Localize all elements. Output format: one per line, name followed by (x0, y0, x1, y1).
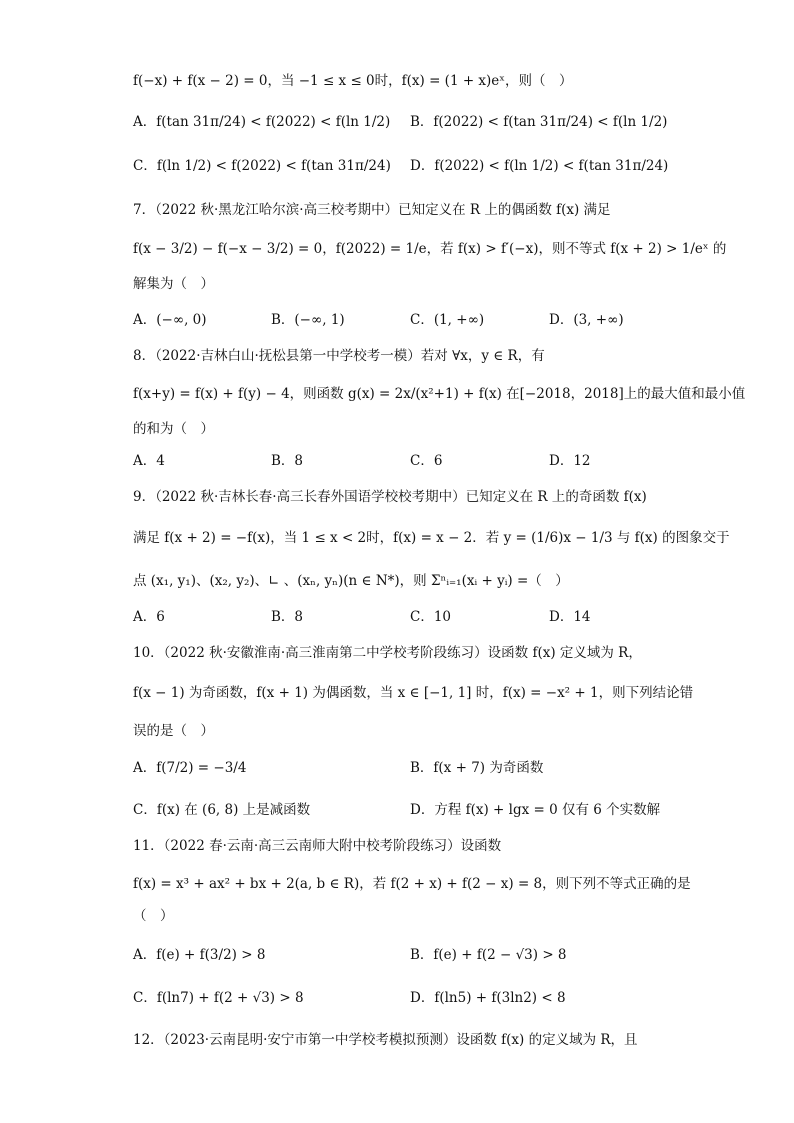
q8-option-a: A．4 (133, 453, 165, 469)
q10-stem-line3: 误的是（ ） (133, 723, 214, 739)
q10-option-b: B．f(x + 7) 为奇函数 (410, 760, 544, 776)
q10-option-d: D．方程 f(x) + lgx = 0 仅有 6 个实数解 (410, 802, 661, 818)
q11-stem-line2: f(x) = x³ + ax² + bx + 2(a, b ∈ R)，若 f(2 + x) + f(2 − x) = 8，则下列不等式正确的是 (133, 876, 691, 892)
q8-option-b: B．8 (271, 453, 304, 469)
q11-option-c: C．f(ln7) + f(2 + √3) > 8 (133, 990, 304, 1006)
q11-option-b: B．f(e) + f(2 − √3) > 8 (410, 947, 567, 963)
q10-stem-line1: 10．（2022 秋·安徽淮南·高三淮南第二中学校考阶段练习）设函数 f(x) 定义域为 R， (133, 645, 642, 661)
q11-option-d: D．f(ln5) + f(3ln2) < 8 (410, 990, 566, 1006)
q9-option-c: C．10 (410, 609, 452, 625)
q7-stem-line3: 解集为（ ） (133, 276, 214, 292)
q11-option-a: A．f(e) + f(3/2) > 8 (133, 947, 266, 963)
q7-option-d: D．(3, +∞) (549, 312, 624, 328)
q8-stem-line1: 8．（2022·吉林白山·抚松县第一中学校考一模）若对 ∀x，y ∈ R，有 (133, 348, 545, 364)
q6-option-d: D．f(2022) < f(ln 1/2) < f(tan 31π/24) (410, 158, 669, 174)
q8-option-c: C．6 (410, 453, 443, 469)
q9-stem-line2: 满足 f(x + 2) = −f(x)，当 1 ≤ x < 2时，f(x) = x − 2．若 y = (1/6)x − 1/3 与 f(x) 的图象交于 (133, 530, 730, 546)
q8-stem-line2: f(x+y) = f(x) + f(y) − 4，则函数 g(x) = 2x/(x²+1) + f(x) 在[−2018，2018]上的最大值和最小值 (133, 386, 746, 402)
q12-stem-line1: 12．（2023·云南昆明·安宁市第一中学校考模拟预测）设函数 f(x) 的定义域为 R，且 (133, 1032, 638, 1048)
q9-option-a: A．6 (133, 609, 165, 625)
q7-option-a: A．(−∞, 0) (133, 312, 207, 328)
q9-option-b: B．8 (271, 609, 304, 625)
q8-option-d: D．12 (549, 453, 591, 469)
q10-option-a: A．f(7/2) = −3/4 (133, 760, 247, 776)
q7-option-c: C．(1, +∞) (410, 312, 485, 328)
q10-stem-line2: f(x − 1) 为奇函数，f(x + 1) 为偶函数，当 x ∈ [−1, 1] 时，f(x) = −x² + 1，则下列结论错 (133, 685, 694, 701)
q6-stem-continuation: f(−x) + f(x − 2) = 0，当 −1 ≤ x ≤ 0时，f(x) = (1 + x)eˣ，则（ ） (133, 73, 573, 89)
q6-option-a: A．f(tan 31π/24) < f(2022) < f(ln 1/2) (133, 114, 391, 130)
q11-stem-line3: （ ） (133, 908, 174, 924)
q9-stem-line3: 点 (x₁, y₁)、(x₂, y₂)、∟ 、(xₙ, yₙ)(n ∈ N*)，则 Σⁿᵢ₌₁(xᵢ + yᵢ) =（ ） (133, 573, 569, 589)
q7-option-b: B．(−∞, 1) (271, 312, 345, 328)
q8-stem-line3: 的和为（ ） (133, 421, 214, 437)
q9-option-d: D．14 (549, 609, 591, 625)
q6-option-c: C．f(ln 1/2) < f(2022) < f(tan 31π/24) (133, 158, 391, 174)
q6-option-b: B．f(2022) < f(tan 31π/24) < f(ln 1/2) (410, 114, 668, 130)
q7-stem-line2: f(x − 3/2) − f(−x − 3/2) = 0，f(2022) = 1/e，若 f(x) > f′(−x)，则不等式 f(x + 2) > 1/eˣ 的 (133, 241, 727, 257)
q7-stem-line1: 7．（2022 秋·黑龙江哈尔滨·高三校考期中）已知定义在 R 上的偶函数 f(x) 满足 (133, 202, 611, 218)
q10-option-c: C．f(x) 在 (6, 8) 上是减函数 (133, 802, 311, 818)
q11-stem-line1: 11．（2022 春·云南·高三云南师大附中校考阶段练习）设函数 (133, 838, 502, 854)
q9-stem-line1: 9．（2022 秋·吉林长春·高三长春外国语学校校考期中）已知定义在 R 上的奇函数 f(x) (133, 489, 647, 505)
